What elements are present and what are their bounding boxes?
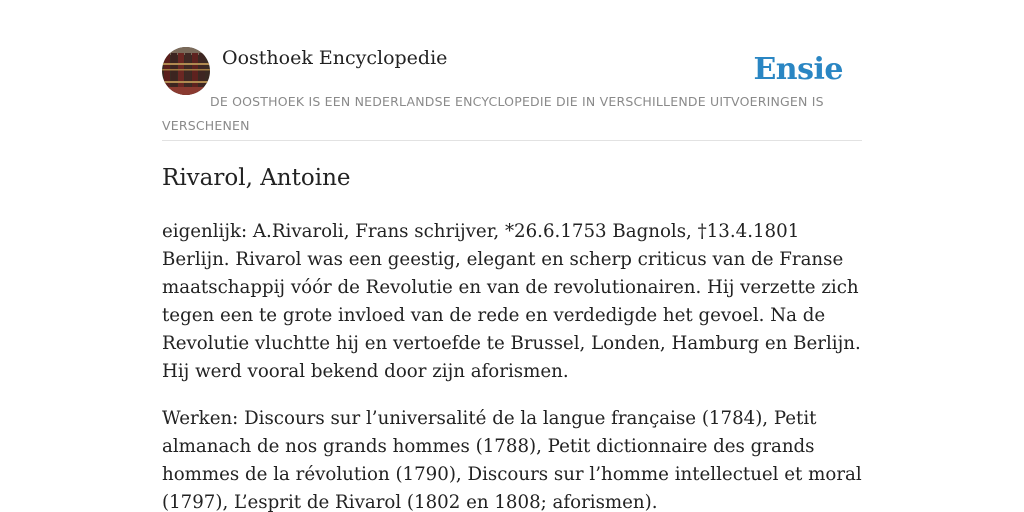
article-paragraph: eigenlijk: A.Rivaroli, Frans schrijver, *26.6.1753 Bagnols, †13.4.1801 Berlijn. Rivarol was een geestig, elegant en scherp criticus van de Franse maatschappij vóór de Revolutie en van de revolutionairen. Hij verzette zich tegen een te grote invloed van de rede en verdedigde het gevoel. Na de Revolutie vluchtte hij en vertoefde te Brussel, Londen, Hamburg en Berlijn. Hij werd vooral bekend door zijn aforismen. [162, 221, 861, 382]
article-paragraph: Werken: Discours sur l’universalité de la langue française (1784), Petit almanach de nos grands hommes (1788), Petit dictionnaire des grands hommes de la révolution (1790), Discours sur l’homme intellectuel et moral (1797), L’esprit de Rivarol (1802 en 1808; aforismen). [162, 408, 862, 512]
book-spines-icon [162, 47, 210, 95]
brand-logo[interactable]: Ensie [753, 52, 843, 87]
article-title: Rivarol, Antoine [162, 165, 351, 191]
site-avatar[interactable] [162, 47, 210, 95]
site-tagline: DE OOSTHOEK IS EEN NEDERLANDSE ENCYCLOPEDIE DIE IN VERSCHILLENDE UITVOERINGEN IS VERSCHENEN [162, 94, 824, 133]
site-header [162, 46, 862, 141]
article [162, 160, 862, 512]
site-name[interactable]: Oosthoek Encyclopedie [222, 47, 448, 69]
